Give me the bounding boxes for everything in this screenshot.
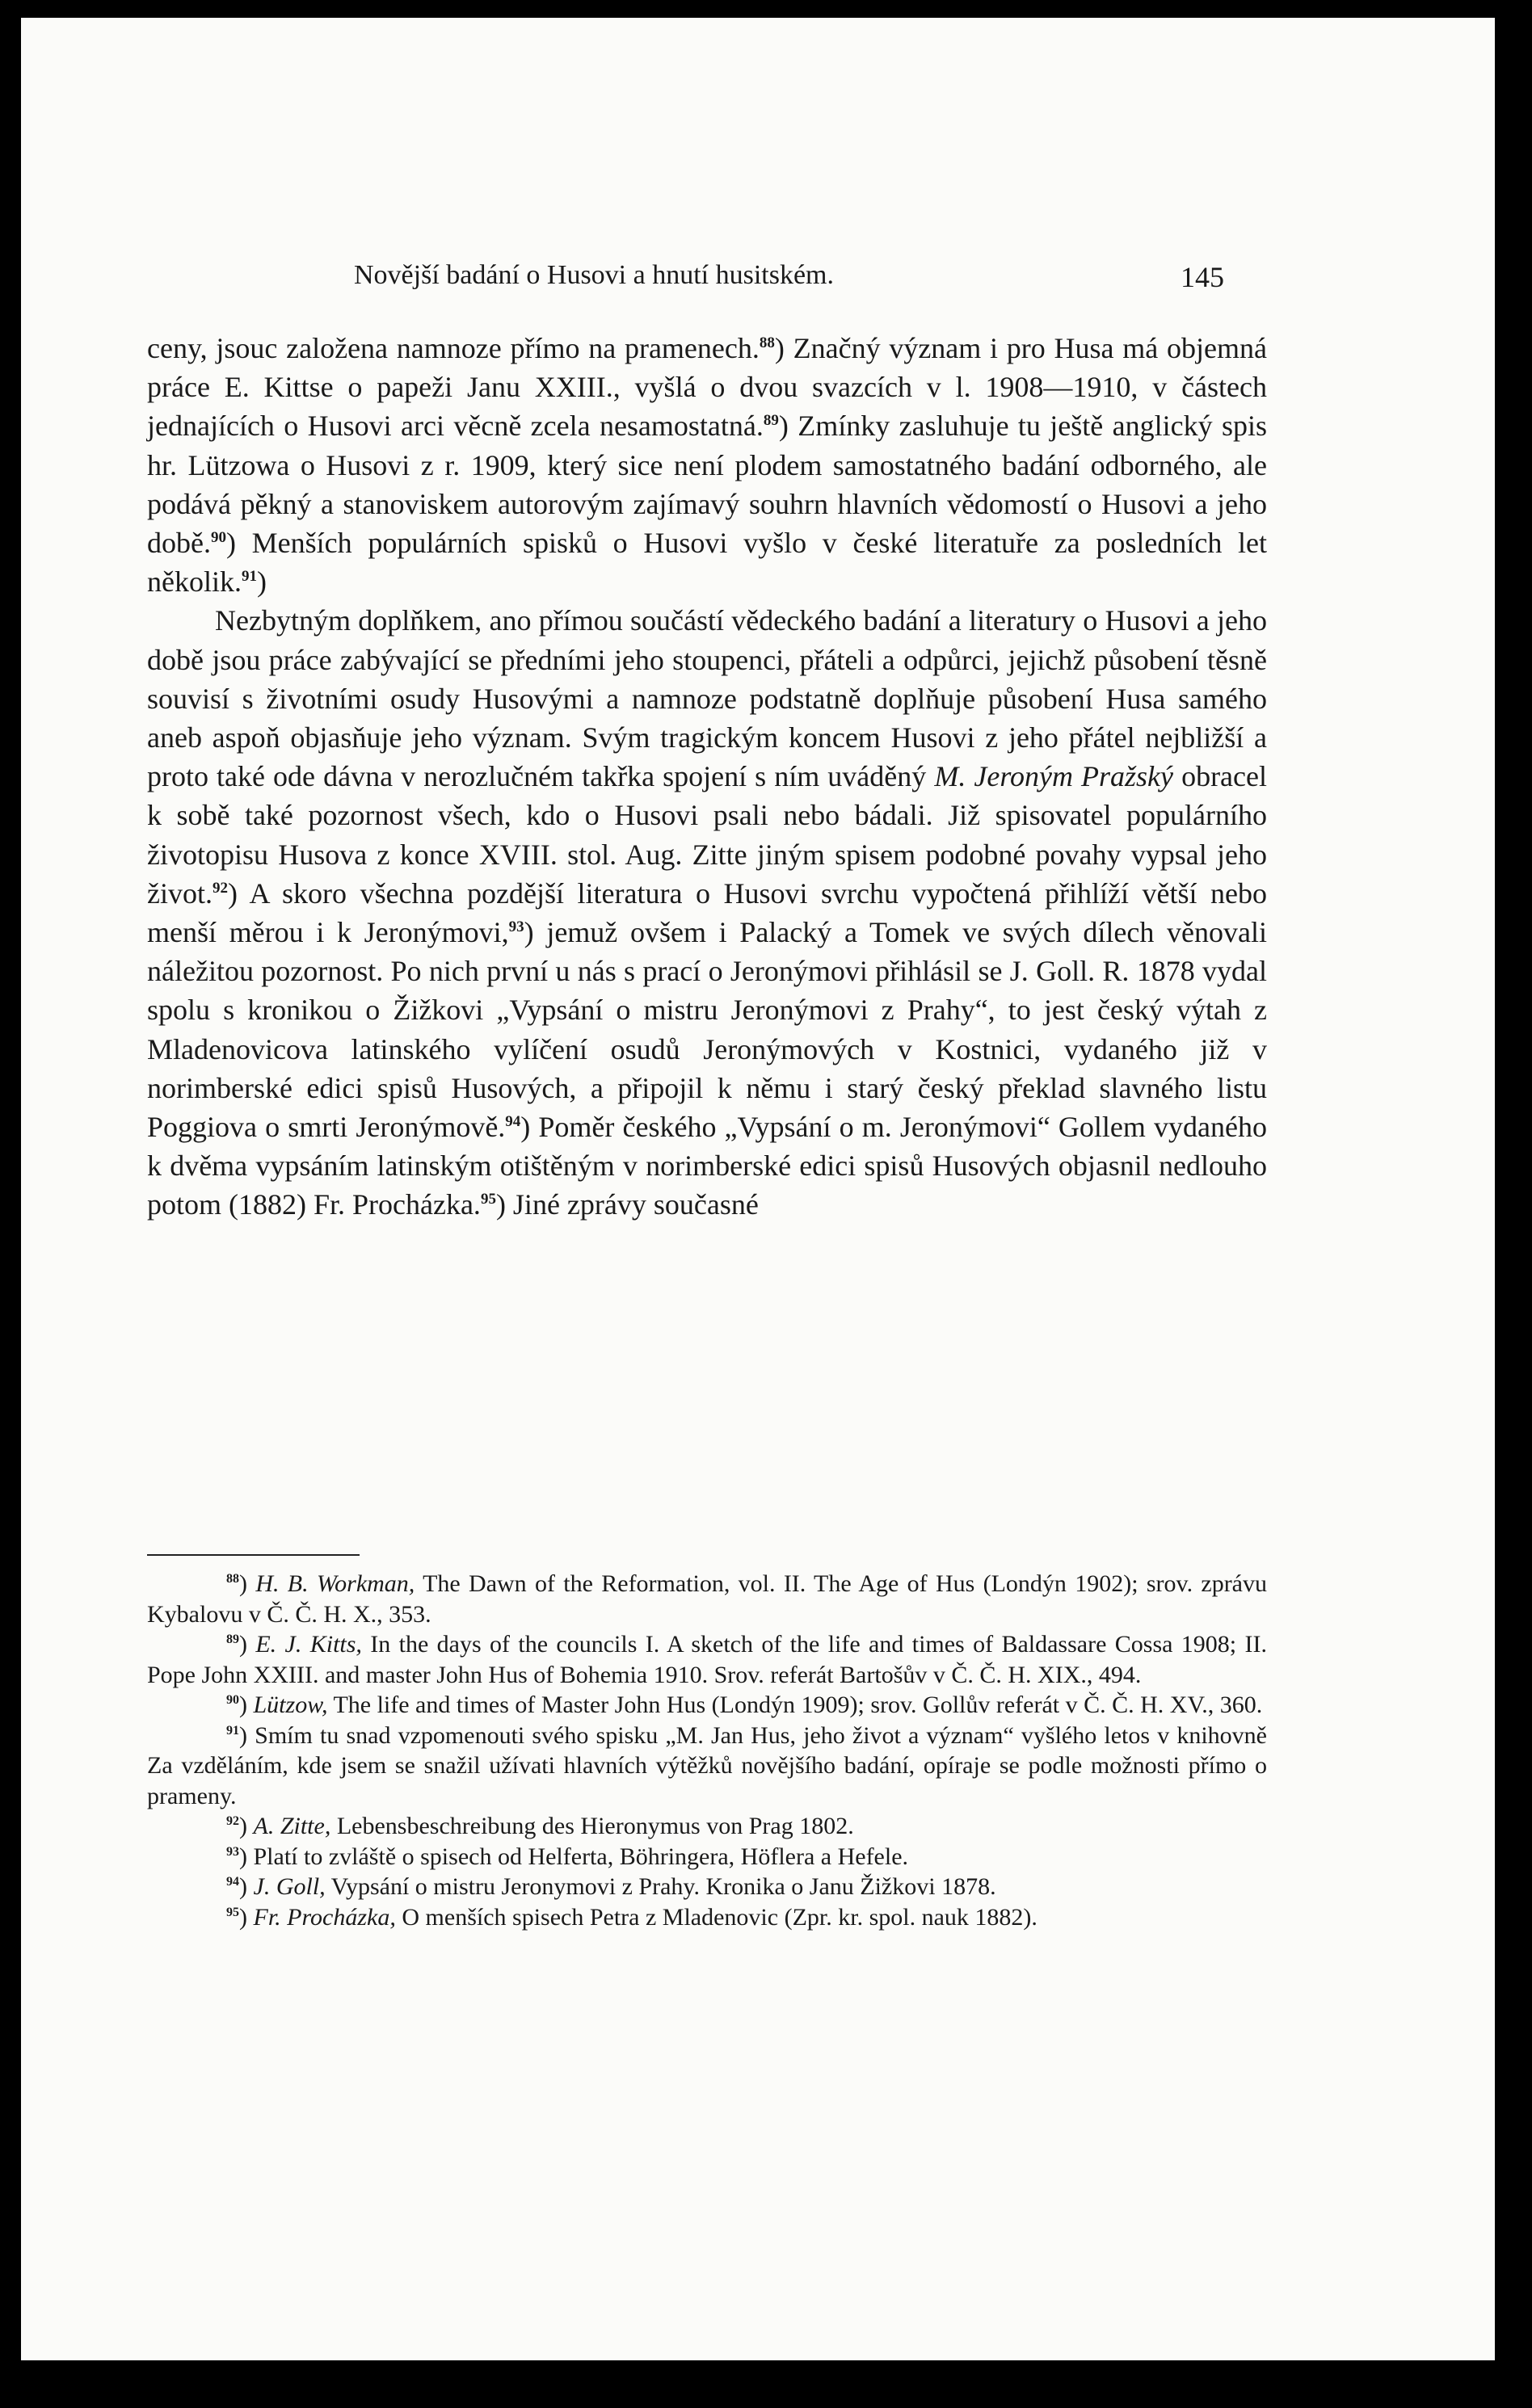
footnote-number: 93 <box>226 1844 239 1859</box>
footnote-author: A. Zitte, <box>253 1813 331 1839</box>
text-run: ) Poměr českého „Vypsání o m. Jeronýmovi“ Gollem vydaného k dvěma vypsáním latinským otištěným v norimberské edici spisů Husových objasnil nedlouho potom (1882) Fr. Procházka. <box>147 1111 1267 1221</box>
footnote-ref: 90 <box>210 529 226 547</box>
footnote-ref: 92 <box>212 879 228 897</box>
footnote-author: Fr. Procházka, <box>253 1903 396 1931</box>
footnote-90: $^{90}$) Lützow, The life and times of Master John Hus (Londýn 1909); srov. Gollův referát v Č. Č. H. XV., 360. <box>226 1691 1263 1718</box>
footnote-ref: 95 <box>480 1191 496 1208</box>
footnote-number: 92 <box>226 1814 239 1828</box>
book-page <box>21 18 1495 2360</box>
paragraph-1 <box>147 329 1267 601</box>
footnote-text: Smím tu snad vzpomenouti svého spisku „M. Jan Hus, jeho život a význam“ vyšlého letos v knihovně Za vzděláním, kde jsem se snažil užívati hlavních výtěžků novějšího badání, opíraje se podle možnosti přímo o prameny. <box>147 1721 1267 1809</box>
footnote-95: $^{95}$) Fr. Procházka, O menších spisech Petra z Mladenovic (Zpr. kr. spol. nauk 1882). <box>226 1903 1037 1931</box>
footnote-text: The Dawn of the Reformation, vol. II. The Age of Hus (Londýn 1902); srov. zprávu Kybalovu v Č. Č. H. X., 353. <box>147 1570 1267 1628</box>
footnote-ref: 91 <box>241 568 257 586</box>
footnote-author: H. B. Workman, <box>255 1570 415 1597</box>
paragraph-2 <box>147 601 1267 1224</box>
footnote-91: $^{91}$) Smím tu snad vzpomenouti svého spisku „M. Jan Hus, jeho život a význam“ vyšlého letos v knihovně Za vzděláním, kde jsem se snažil užívati hlavních výtěžků novějšího badání, opíraje se podle možnosti přímo o prameny. <box>147 1721 1267 1809</box>
footnote-89: $^{89}$) E. J. Kitts, In the days of the councils I. A sketch of the life and times of Baldassare Cossa 1908; II. Pope John XXIII. and master John Hus of Bohemia 1910. Srov. referát Bartošův v Č. Č. H. XIX., 494. <box>147 1631 1267 1688</box>
text-run: ) Značný význam i pro Husa má objemná práce E. Kittse o papeži Janu XXIII., vyšlá o dvou svazcích v l. 1908—1910, v částech jednajících o Husovi arci věcně zcela nesamostatná. <box>147 332 1267 443</box>
footnote-94: $^{94}$) J. Goll, Vypsání o mistru Jeronymovi z Prahy. Kronika o Janu Žižkovi 1878. <box>226 1873 996 1900</box>
footnotes <box>147 1569 1267 1932</box>
text-run: ) Zmínky zasluhuje tu ještě anglický spis hr. Lützowa o Husovi z r. 1909, který sice není plodem samostatného badání odborného, ale podává pěkný a stanoviskem autorovým zajímavý souhrn hlavních vědomostí o Husovi a jeho době. <box>147 410 1267 560</box>
text-run: ) jemuž ovšem i Palacký a Tomek ve svých dílech věnovali náležitou pozornost. Po nich první u nás s prací o Jeronýmovi přihlásil se J. Goll. R. 1878 vydal spolu s kronikou o Žižkovi „Vypsání o mistru Jeronýmovi z Prahy“, to jest český výtah z Mladenovicova latinského vylíčení osudů Jeronýmových v Kostnici, vydaného již v norimberské edici spisů Husových, a připojil k němu i starý český překlad slavného listu Poggiova o smrti Jeronýmově. <box>147 916 1267 1144</box>
footnote-text: Vypsání o mistru Jeronymovi z Prahy. Kronika o Janu Žižkovi 1878. <box>325 1873 996 1900</box>
footnote-author: J. Goll, <box>253 1873 326 1900</box>
footnote-text: Lebensbeschreibung des Hieronymus von Prag 1802. <box>330 1813 854 1839</box>
footnote-author: Lützow, <box>253 1691 328 1718</box>
footnote-ref: 88 <box>759 334 775 351</box>
text-run: obracel k sobě také pozornost všech, kdo o Husovi psali nebo bádali. Již spisovatel populárního životopisu Husova z konce XVIII. stol. Aug. Zitte jiným spisem podobné povahy vypsal jeho život. <box>147 760 1267 910</box>
footnote-88: $^{88}$) H. B. Workman, The Dawn of the Reformation, vol. II. The Age of Hus (Londýn 1902); srov. zprávu Kybalovu v Č. Č. H. X., 353. <box>147 1570 1267 1628</box>
footnote-divider <box>147 1554 360 1556</box>
text-run: ) Menších populárních spisků o Husovi vyšlo v české literatuře za posledních let několik. <box>147 527 1267 599</box>
page-header <box>21 252 1495 300</box>
emphasized-name: M. Jeroným Pražský <box>934 760 1174 793</box>
text-run: ) A skoro všechna pozdější literatura o Husovi svrchu vypočtená přihlíží větší nebo menší měrou i k Jeronýmovi, <box>147 876 1267 949</box>
footnote-number: 88 <box>226 1572 239 1586</box>
main-text <box>147 329 1267 1225</box>
footnote-text: Platí to zvláště o spisech od Helferta, Böhringera, Höflera a Hefele. <box>247 1843 909 1870</box>
running-head: Novější badání o Husovi a hnutí husitském. <box>354 260 835 290</box>
text-run: ceny, jsouc založena namnoze přímo na pramenech. <box>147 332 760 364</box>
text-run: ) <box>256 565 267 599</box>
footnote-number: 89 <box>226 1633 239 1646</box>
footnote-number: 91 <box>226 1723 239 1738</box>
text-run: Nezbytným doplňkem, ano přímou součástí vědeckého badání a literatury o Husovi a jeho době jsou práce zabývající se předními jeho stoupenci, přáteli a odpůrci, jejichž působení těsně souvisí s životními osudy Husovými a namnoze podstatně doplňuje působení Husa samého aneb aspoň objasňuje jeho význam. Svým tragickým koncem Husovi z jeho přátel nejbližší a proto také ode dávna v nerozlučném takřka spojení s ním uváděný <box>147 604 1267 793</box>
footnote-ref: 89 <box>763 412 779 430</box>
footnote-number: 94 <box>226 1875 239 1889</box>
footnote-text: In the days of the councils I. A sketch of the life and times of Baldassare Cossa 1908; II. Pope John XXIII. and master John Hus of Bohemia 1910. Srov. referát Bartošův v Č. Č. H. XIX., 494. <box>147 1631 1267 1688</box>
footnote-text: The life and times of Master John Hus (Londýn 1909); srov. Gollův referát v Č. Č. H. XV., 360. <box>327 1691 1263 1718</box>
text-run: ) Jiné zprávy současné <box>495 1188 759 1221</box>
footnote-number: 90 <box>226 1693 239 1707</box>
footnote-93: $^{93}$) Platí to zvláště o spisech od Helferta, Böhringera, Höflera a Hefele. <box>226 1843 909 1870</box>
page-number: 145 <box>1181 261 1224 293</box>
footnote-author: E. J. Kitts, <box>255 1631 362 1658</box>
footnote-number: 95 <box>226 1905 239 1919</box>
footnote-ref: 93 <box>508 918 524 936</box>
footnote-text: O menších spisech Petra z Mladenovic (Zpr. kr. spol. nauk 1882). <box>395 1903 1037 1931</box>
footnote-92: $^{92}$) A. Zitte, Lebensbeschreibung des Hieronymus von Prag 1802. <box>226 1813 854 1839</box>
footnote-ref: 94 <box>505 1113 521 1131</box>
